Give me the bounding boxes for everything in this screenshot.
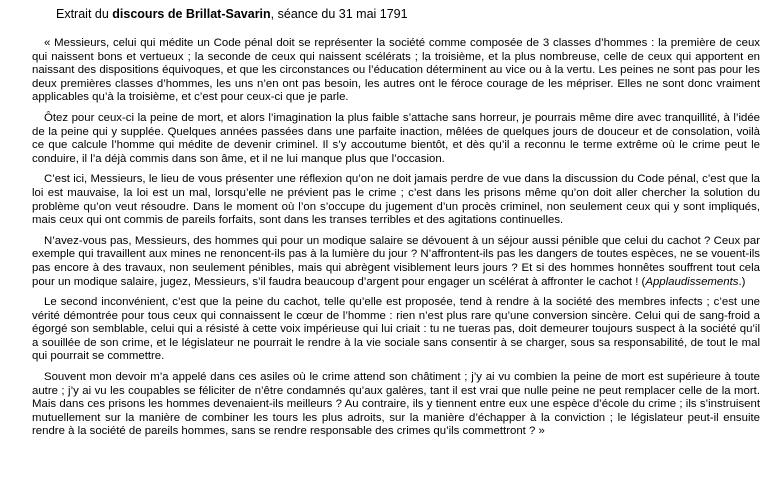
applause-note: Applaudissements (645, 275, 739, 288)
heading-speaker: discours de Brillat-Savarin (112, 7, 271, 21)
heading-date: , séance du 31 mai 1791 (270, 7, 408, 21)
paragraph-4-closing: .) (738, 275, 746, 288)
paragraph-1: « Messieurs, celui qui médite un Code pénal doit se représenter la société comme composée de 3 classes d’hommes : la première de ceux qui naissent bons et vertueux ; la seconde de ceux qui naissent scélérats ; la troisième, et la plus nombreuse, celle de ceux qui apportent en naissant des dispositions équivoques, et que les circonstances ou l’éducation déterminent au vice ou à la vertu. Les peines ne sont pas pour les deux premières classes d’hommes, les uns n’en ont pas besoin, les autres ont le féroce courage de les mépriser. Elles ne sont donc vraiment applicables qu’à la troisième, et c’est pour ceux-ci que je parle. (32, 37, 760, 104)
speech-body (32, 37, 760, 446)
paragraph-3: C’est ici, Messieurs, le lieu de vous présenter une réflexion qu’on ne doit jamais perdre de vue dans la discussion du Code pénal, c’est que la loi est mauvaise, la loi est un mal, lorsqu’elle ne prévient pas le crime ; c’est dans les prisons même qu’on doit aller chercher la solution du problème qu’on veut résoudre. Dans le moment où l’on s’occupe du jugement d’un procès criminel, non seulement ceux qui y sont impliqués, mais ceux qui ont commis de pareils forfaits, sont dans les transes terribles et des agitations continuelles. (32, 173, 760, 227)
heading-prefix: Extrait du (56, 7, 113, 21)
paragraph-4-text: N’avez-vous pas, Messieurs, des hommes qui pour un modique salaire se dévouent à un séjour aussi pénible que celui du cachot ? Ceux par exemple qui travaillent aux mines ne renoncent-ils pas à la lumière du jour ? N’affrontent-ils pas les dangers de toutes espèces, ne se vouent-ils pas encore à des travaux, non seulement pénibles, mais qui abrègent visiblement leurs jours ? Et si des hommes honnêtes souffrent tout cela pour un modique salaire, jugez, Messieurs, s’il faudra beaucoup d’argent pour engager un scélérat à affronter le cachot ! ( (32, 234, 760, 288)
paragraph-6: Souvent mon devoir m’a appelé dans ces asiles où le crime attend son châtiment ; j’y ai vu combien la peine de mort est supérieure à toute autre ; j’y ai vu les coupables se féliciter de n’être condamnés qu’aux galères, tant il est vrai que nulle peine ne peut remplacer celle de la mort. Mais dans ces prisons les hommes devenaient-ils meilleurs ? Au contraire, ils y tiennent entre eux une espèce d’école du crime ; ils s’instruisent mutuellement sur la manière de combiner les tours les plus adroits, sur la manière d’échapper à la conviction ; le législateur peut-il ensuite rendre à la société de pareils hommes, sans se rendre responsable des crimes qu’ils commettront ? » (32, 371, 760, 438)
document-heading (56, 6, 408, 22)
paragraph-2: Ôtez pour ceux-ci la peine de mort, et alors l’imagination la plus faible s’attache sans horreur, je pourrais même dire avec tranquillité, à l’idée de la peine qui y supplée. Quelques années passées dans une parfaite inaction, mêlées de quelques jours de douceur et de consolation, voilà ce que calcule l’homme qui médite de devenir criminel. Il s’y accoutume bientôt, et dès qu’il a reconnu le terme extrême où le crime peut le conduire, il l’a déjà commis dans son âme, et il ne lui manque plus que l’occasion. (32, 111, 760, 165)
paragraph-4 (32, 235, 760, 289)
paragraph-5: Le second inconvénient, c’est que la peine du cachot, telle qu’elle est proposée, tend à rendre à la société des membres infects ; c’est une vérité démontrée pour tous ceux qui connaissent le cœur de l’homme : rien n’est plus rare qu’une conversion sincère. Celui qui de sang-froid a égorgé son semblable, celui qui a résisté à cette voix impérieuse qui lui criait : tu ne tueras pas, doit demeurer toujours suspect à la société qu’il a souillée de son crime, et le législateur ne pourrait le rendre à la vie sociale sans consentir à se charger, sous sa responsabilité, de tout le mal qui pourrait se commettre. (32, 296, 760, 363)
